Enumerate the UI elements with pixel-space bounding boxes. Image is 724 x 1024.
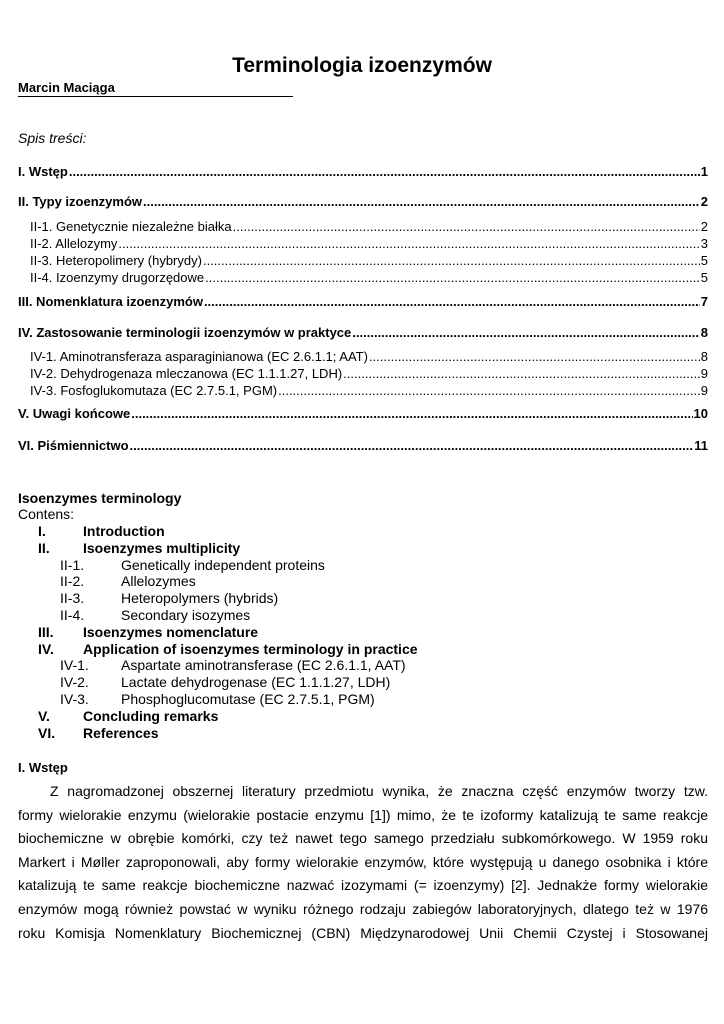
- paragraph-line: Markert i Møller zaproponowali, aby formy wielorakie enzymów, które występują u danego osobnika i które: [18, 853, 708, 870]
- toc-entry-label: II-1. Genetycznie niezależne białka: [30, 219, 232, 234]
- toc-entry-page: 7: [700, 294, 708, 309]
- toc-entry-page: 9: [700, 383, 708, 398]
- english-contents-text: Concluding remarks: [83, 707, 219, 724]
- english-contents-number: II-2.: [60, 573, 85, 590]
- english-contents-text: Isoenzymes nomenclature: [83, 623, 259, 640]
- toc-entry-page: 10: [693, 406, 708, 421]
- english-title: Isoenzymes terminology: [18, 490, 182, 506]
- toc-entry-label: II. Typy izoenzymów: [18, 194, 143, 209]
- toc-entry[interactable]: [18, 406, 708, 422]
- english-contents-number: II-3.: [60, 590, 85, 607]
- english-contents-number: IV-2.: [60, 674, 89, 691]
- toc-leader-dots: [343, 366, 700, 382]
- paragraph-line: formy wielorakie enzymu (wielorakie postacie enzymu [1]) mimo, że te izoformy katalizują te same reakcje: [18, 806, 708, 823]
- paragraph-line: katalizują te same reakcje biochemiczne nazwać izozymami (= izoenzymy) [2]. Jednakże formy wielorakie: [18, 877, 708, 894]
- toc-heading: Spis treści:: [18, 130, 87, 146]
- english-contents-number: VI.: [38, 724, 56, 741]
- toc-entry-page: 1: [700, 164, 708, 179]
- toc-entry-label: IV-2. Dehydrogenaza mleczanowa (EC 1.1.1.27, LDH): [30, 366, 343, 381]
- toc-leader-dots: [130, 438, 694, 454]
- toc-entry-label: II-3. Heteropolimery (hybrydy): [30, 253, 202, 268]
- toc-leader-dots: [131, 406, 692, 422]
- english-contents-text: Phosphoglucomutase (EC 2.7.5.1, PGM): [121, 691, 375, 707]
- toc-entry-label: II-4. Izoenzymy drugorzędowe: [30, 270, 205, 285]
- toc-entry[interactable]: [18, 325, 708, 341]
- author-name: Marcin Maciąga: [18, 80, 293, 97]
- english-contents-text: Lactate dehydrogenase (EC 1.1.1.27, LDH): [121, 674, 391, 691]
- toc-entry[interactable]: [30, 219, 708, 235]
- toc-entry-label: II-2. Allelozymy: [30, 236, 118, 251]
- toc-entry-page: 2: [700, 194, 708, 209]
- section-paragraph: [18, 780, 708, 945]
- toc-entry-page: 11: [694, 438, 708, 453]
- english-contents-text: Genetically independent proteins: [121, 556, 325, 573]
- english-contents-label: Contens:: [18, 506, 75, 522]
- toc-entry[interactable]: [18, 294, 708, 310]
- toc-entry[interactable]: [30, 236, 708, 252]
- paragraph-line: biochemiczne w obrębie komórki, czy też nawet tego samego przedziału subkomórkowego. W 1959 roku: [18, 830, 708, 847]
- english-contents-text: Introduction: [83, 523, 165, 539]
- toc-leader-dots: [233, 219, 700, 235]
- paragraph-line: enzymów mogą również powstać w wyniku różnego rodzaju zabiegów laboratoryjnych, dlatego też w 1976: [18, 900, 708, 917]
- toc-entry-label: III. Nomenklatura izoenzymów: [18, 294, 203, 309]
- english-contents-number: II-4.: [60, 607, 85, 623]
- toc-leader-dots: [118, 236, 699, 252]
- toc-entry-page: 3: [700, 236, 708, 251]
- toc-entry-label: IV-1. Aminotransferaza asparaginianowa (EC 2.6.1.1; AAT): [30, 349, 368, 364]
- toc-entry[interactable]: [18, 438, 708, 454]
- toc-entry-page: 5: [700, 253, 708, 268]
- toc-entry[interactable]: [18, 164, 708, 180]
- toc-entry-label: V. Uwagi końcowe: [18, 406, 131, 421]
- toc-entry-page: 2: [700, 219, 708, 234]
- toc-leader-dots: [143, 194, 700, 210]
- toc-leader-dots: [352, 325, 699, 341]
- english-contents-number: IV-1.: [60, 657, 89, 674]
- english-contents-number: III.: [38, 623, 54, 640]
- paragraph-line: Z nagromadzonej obszernej literatury przedmiotu wynika, że znaczna część enzymów tworzy tzw.: [50, 783, 708, 799]
- toc-entry[interactable]: [18, 194, 708, 210]
- toc-entry-page: 8: [700, 325, 708, 340]
- paragraph-line: roku Komisja Nomenklatury Biochemicznej (CBN) Międzynarodowej Unii Chemii Czystej i Stosowanej: [18, 924, 708, 941]
- toc-entry-page: 8: [700, 349, 708, 364]
- toc-leader-dots: [205, 270, 700, 286]
- toc-entry[interactable]: [30, 349, 708, 365]
- english-contents-number: I.: [38, 523, 46, 539]
- english-contents-text: Application of isoenzymes terminology in practice: [83, 640, 418, 657]
- english-contents-number: IV-3.: [60, 691, 89, 707]
- english-contents-number: V.: [38, 707, 50, 724]
- toc-leader-dots: [369, 349, 700, 365]
- toc-entry[interactable]: [30, 383, 708, 399]
- toc-entry[interactable]: [30, 366, 708, 382]
- toc-entry-label: IV. Zastosowanie terminologii izoenzymów w praktyce: [18, 325, 352, 340]
- toc-leader-dots: [204, 294, 700, 310]
- english-contents-text: Allelozymes: [121, 573, 196, 590]
- toc-entry-page: 5: [700, 270, 708, 285]
- english-contents-text: Secondary isozymes: [121, 607, 251, 623]
- toc-entry[interactable]: [30, 270, 708, 286]
- english-contents-text: Heteropolymers (hybrids): [121, 590, 279, 607]
- toc-leader-dots: [278, 383, 700, 399]
- english-contents-text: Isoenzymes multiplicity: [83, 539, 241, 556]
- toc-entry-label: I. Wstęp: [18, 164, 68, 179]
- english-contents-number: II-1.: [60, 556, 85, 573]
- english-contents-text: References: [83, 724, 159, 741]
- toc-entry-page: 9: [700, 366, 708, 381]
- toc-leader-dots: [69, 164, 700, 180]
- document-title: Terminologia izoenzymów: [232, 54, 492, 77]
- section-heading: I. Wstęp: [18, 760, 68, 775]
- toc-entry-label: IV-3. Fosfoglukomutaza (EC 2.7.5.1, PGM): [30, 383, 278, 398]
- english-contents-number: IV.: [38, 640, 54, 657]
- english-contents-text: Aspartate aminotransferase (EC 2.6.1.1, AAT): [121, 657, 406, 674]
- toc-entry[interactable]: [30, 253, 708, 269]
- toc-leader-dots: [203, 253, 700, 269]
- toc-entry-label: VI. Piśmiennictwo: [18, 438, 129, 453]
- english-contents-number: II.: [38, 539, 50, 556]
